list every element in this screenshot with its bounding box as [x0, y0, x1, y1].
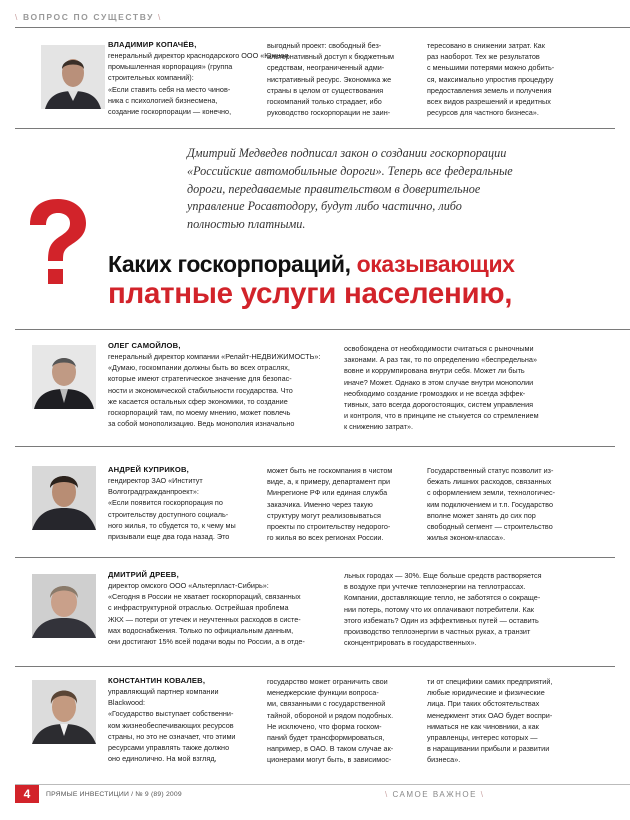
text-line: альтернативный доступ к бюджетным: [267, 52, 395, 62]
text-line: мах водоснабжения. Только по официальным данным,: [108, 625, 294, 635]
headline-line1: [108, 250, 515, 278]
text-line: строительных компаний):: [108, 73, 194, 83]
text-line: и контроля, что в принципе не стыкуется со стремлением: [344, 411, 539, 421]
expert-name: ОЛЕГ САМОЙЛОВ,: [108, 341, 181, 350]
expert-text-col2: [267, 465, 417, 543]
text-line: любые юридические и физические: [427, 688, 545, 698]
expert-text-col1: [108, 580, 340, 647]
text-line: ника с психологией бизнесмена,: [108, 95, 218, 105]
portrait-photo: [32, 680, 96, 744]
expert-text-col2: [267, 676, 417, 766]
expert-name: КОНСТАНТИН КОВАЛЕВ,: [108, 676, 206, 685]
quote-line: «Российские автомобильные дороги». Теперь все федеральные: [187, 163, 513, 178]
text-line: менеджмент этих ОАО будет воспри-: [427, 710, 553, 720]
expert-text-col2: [267, 40, 417, 118]
text-line: иначе? Может. Однако в этом случае внутри монополии: [344, 377, 534, 387]
text-line: государство может ограничить свои: [267, 677, 388, 686]
text-line: «Думаю, госкомпании должны быть во всех отраслях,: [108, 363, 290, 373]
divider: [15, 27, 630, 28]
text-line: ного жилья, то сбудется то, к чему мы: [108, 520, 236, 530]
text-line: за собой монополизацию. Ведь монополия изначально: [108, 419, 295, 429]
text-line: управляющий партнер компании: [108, 687, 219, 696]
text-line: нистративный ресурс. Экономика же: [267, 74, 392, 84]
footer-rule: [15, 784, 630, 785]
text-line: предоставления земель и получения: [427, 85, 552, 95]
text-line: госкорпораций там, по моему мнению, может повлечь: [108, 408, 291, 418]
text-line: в наращивании прибыли и развитии: [427, 744, 550, 754]
text-line: раз наоборот. Тех же результатов: [427, 52, 540, 62]
text-line: создание госкорпорации — конечно,: [108, 107, 232, 117]
portrait-photo: [41, 45, 105, 109]
divider: [15, 666, 615, 667]
text-line: ся, максимально упростив процедуру: [427, 74, 554, 84]
expert-text-col3: [427, 465, 577, 543]
text-line: ти от специфики самих предприятий,: [427, 677, 553, 686]
text-line: законами. А раз так, то по определению «беспредельна»: [344, 355, 537, 365]
text-line: с инфраструктурной отраслью. Острейшая проблема: [108, 603, 289, 613]
page-number: 4: [15, 785, 39, 803]
text-line: госкомпаний только страдает, ибо: [267, 97, 382, 107]
expert-text-col2: [344, 570, 582, 648]
text-line: свободный сегмент — строительство: [427, 522, 553, 532]
text-line: тивных, зато всегда дорогостоящих, систем управления: [344, 400, 534, 410]
text-line: Компании, доставляющие тепло, не заботятся о сокраще-: [344, 593, 541, 603]
quote-line: управление Росавтодору, будут либо частично, либо: [187, 199, 462, 214]
text-line: может быть не госкомпания в чистом: [267, 466, 393, 475]
text-line: сконцентрировать в государственных».: [344, 638, 477, 648]
expert-text-col1: [108, 686, 260, 764]
text-line: с оформлением земли, технологичес-: [427, 488, 556, 498]
magazine-issue: ПРЯМЫЕ ИНВЕСТИЦИИ / № 9 (89) 2009: [46, 791, 182, 798]
portrait-photo: [32, 345, 96, 409]
text-line: заказчика. Именно через такую: [267, 499, 373, 509]
question-mark-icon: [22, 197, 92, 287]
text-line: директор омского ООО «Альтерпласт-Сибирь»:: [108, 581, 269, 590]
text-line: выгодный проект: свободный без-: [267, 41, 382, 50]
text-line: гендиректор ЗАО «Институт: [108, 476, 203, 485]
text-line: оно единолично. На мой взгляд,: [108, 754, 217, 764]
text-line: например, в ОАО. В таком случае ак-: [267, 744, 394, 754]
rubric: \ ВОПРОС ПО СУЩЕСТВУ \: [15, 12, 162, 22]
expert-text-col1: [108, 475, 260, 542]
text-line: ресурсов для частного бизнеса».: [427, 108, 539, 118]
text-line: го жилья во всех регионах России.: [267, 533, 384, 543]
text-line: Blackwood:: [108, 698, 146, 708]
rubric-label: ВОПРОС ПО СУЩЕСТВУ: [22, 12, 155, 22]
section-label: САМОЕ ВАЖНОЕ: [392, 790, 477, 799]
expert-text-col3: [427, 40, 577, 118]
text-line: ресурсами управлять также должно: [108, 743, 230, 753]
text-line: Не исключено, что форма госком-: [267, 721, 382, 731]
text-line: которые имеют стратегическое значение для безопас-: [108, 374, 292, 384]
text-line: страны в целом от существования: [267, 85, 384, 95]
text-line: с меньшими потерями можно добить-: [427, 63, 555, 73]
text-line: структуру могут реализовываться: [267, 510, 381, 520]
text-line: бежать лишних расходов, связанных: [427, 477, 552, 487]
text-line: виде, а, к примеру, департамент при: [267, 477, 391, 487]
text-line: к снижению затрат».: [344, 422, 414, 432]
expert-text-col3: [427, 676, 577, 766]
text-line: призывали еще два года назад. Это: [108, 532, 230, 542]
expert-text-col1: [108, 50, 289, 117]
text-line: руководство госкорпорации не заин-: [267, 108, 391, 118]
text-line: Волгоградгражданпроект»:: [108, 487, 199, 497]
text-line: «Государство выступает собственни-: [108, 709, 234, 719]
expert-name: АНДРЕЙ КУПРИКОВ,: [108, 465, 189, 474]
text-line: страны, но это не означает, что этими: [108, 731, 236, 741]
text-line: Государственный статус позволит из-: [427, 466, 554, 475]
text-line: ционерами могут быть, в зависимос-: [267, 755, 392, 765]
text-line: льных городах — 30%. Еще больше средств растворяется: [344, 571, 542, 580]
quote-line: полностью платными.: [187, 217, 306, 232]
headline-red: оказывающих: [356, 251, 515, 277]
divider: [15, 446, 615, 447]
text-line: производство теплоэнергии в частных руках, а транзит: [344, 627, 531, 637]
text-line: управленцы, интерес которых —: [427, 733, 538, 743]
text-line: необходимо создание громоздких и не всегда эффек-: [344, 388, 526, 398]
lead-quote: [187, 145, 567, 234]
text-line: вполне может занять до сих пор: [427, 510, 536, 520]
quote-line: дороги, передаваемые правительством в доверительное: [187, 181, 481, 196]
headline-line2: платные услуги населению,: [108, 277, 513, 310]
text-line: тайной, обороной и рядом подобных.: [267, 710, 394, 720]
text-line: этого избежать? Один из эффективных путей — оставить: [344, 615, 539, 625]
text-line: средствам, неограниченный адми-: [267, 63, 385, 73]
expert-text-col2: [344, 343, 580, 433]
text-line: генеральный директор краснодарского ООО «Южная: [108, 51, 289, 60]
quote-line: Дмитрий Медведев подписал закон о создании госкорпорации: [187, 146, 507, 160]
text-line: нии потерь, потому что их оплачивают потребители. Как: [344, 604, 534, 614]
expert-name: ВЛАДИМИР КОПАЧЁВ,: [108, 40, 197, 49]
divider: [15, 557, 615, 558]
section-name: \ САМОЕ ВАЖНОЕ \: [385, 790, 485, 799]
text-line: «Если ставить себя на место чинов-: [108, 84, 231, 94]
text-line: лица. При таких обстоятельствах: [427, 699, 540, 709]
portrait-photo: [32, 574, 96, 638]
text-line: Минрегионе РФ или единая служба: [267, 488, 388, 498]
expert-text-col1: [108, 351, 336, 429]
expert-name: ДМИТРИЙ ДРЕЕВ,: [108, 570, 179, 579]
text-line: же касается остальных сфер экономики, то создание: [108, 396, 288, 406]
text-line: промышленная корпорация» (группа: [108, 62, 233, 72]
text-line: строительству доступного социаль-: [108, 509, 229, 519]
text-line: бизнеса».: [427, 755, 461, 765]
text-line: ми, связанными с государственной: [267, 699, 386, 709]
text-line: ности и экономической стабильности государства. Что: [108, 385, 293, 395]
text-line: вовне и коррумпирована внутри себя. Может ли быть: [344, 366, 525, 376]
text-line: освобождена от необходимости считаться с рыночными: [344, 344, 534, 353]
text-line: ниматься не как чиновники, а как: [427, 721, 539, 731]
text-line: ком жизнеобеспечивающих ресурсов: [108, 720, 234, 730]
portrait-photo: [32, 466, 96, 530]
text-line: в воздухе при учтечке теплоэнергии на теплотрассах.: [344, 582, 526, 592]
headline-black: Каких госкорпораций,: [108, 251, 351, 277]
text-line: жилья эконом-класса».: [427, 533, 506, 543]
text-line: тересовано в снижении затрат. Как: [427, 41, 545, 50]
text-line: менеджерские функции вопроса-: [267, 688, 379, 698]
text-line: они достигают 15% всей подачи воды по России, а в отде-: [108, 637, 305, 647]
text-line: ким подключением и т.п. Государство: [427, 499, 553, 509]
text-line: «Если появится госкорпорация по: [108, 498, 223, 508]
divider: [15, 128, 615, 129]
divider: [15, 329, 630, 330]
text-line: всех видов разрешений и кредитных: [427, 97, 551, 107]
text-line: паний будет трансформироваться,: [267, 733, 385, 743]
text-line: проекты по строительству недорого-: [267, 522, 391, 532]
text-line: ЖКХ — потери от утечек и неучтенных расходов в систе-: [108, 614, 301, 624]
text-line: генеральный директор компании «Релайт-НЕДВИЖИМОСТЬ»:: [108, 352, 321, 361]
text-line: «Сегодня в России не хватает госкорпораций, связанных: [108, 592, 301, 602]
headline: [108, 250, 515, 310]
